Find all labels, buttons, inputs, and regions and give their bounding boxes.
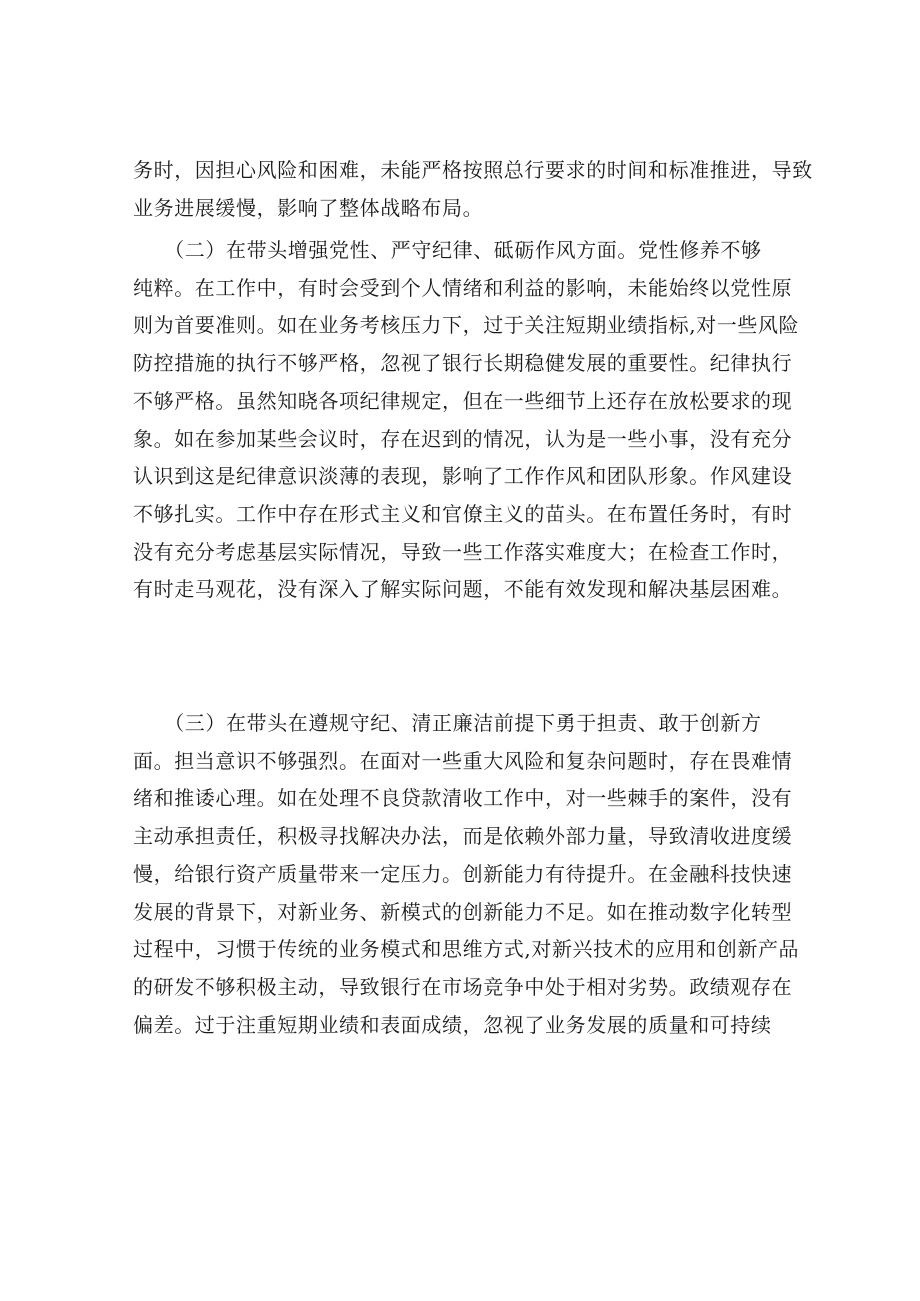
text-line: 象。如在参加某些会议时，存在迟到的情况，认为是一些小事，没有充分 [133, 426, 793, 451]
text-line: 过程中，习惯于传统的业务模式和思维方式,对新兴技术的应用和创新产品 [133, 937, 800, 962]
text-line: 认识到这是纪律意识淡薄的表现，影响了工作作风和团队形象。作风建设 [133, 464, 793, 489]
paragraph-section-three [133, 705, 800, 1044]
text-line: 慢，给银行资产质量带来一定压力。创新能力有待提升。在金融科技快速 [133, 861, 793, 886]
text-line: 有时走马观花，没有深入了解实际问题，不能有效发现和解决基层困难。 [133, 577, 793, 602]
text-line: 不够严格。虽然知晓各项纪律规定，但在一些细节上还存在放松要求的现 [133, 388, 793, 413]
text-line: 的研发不够积极主动，导致银行在市场竞争中处于相对劣势。政绩观存在 [133, 974, 793, 999]
paragraph-section-two [133, 232, 800, 609]
text-line: 偏差。过于注重短期业绩和表面成绩，忽视了业务发展的质量和可持续 [133, 1012, 772, 1037]
text-line: 绪和推诿心理。如在处理不良贷款清收工作中，对一些棘手的案件，没有 [133, 786, 793, 811]
text-line: 发展的背景下，对新业务、新模式的创新能力不足。如在推动数字化转型 [133, 899, 793, 924]
text-line: 主动承担责任，积极寻找解决办法，而是依赖外部力量，导致清收进度缓 [133, 824, 793, 849]
text-line: 务时，因担心风险和困难，未能严格按照总行要求的时间和标准推进，导致 [133, 158, 813, 182]
text-line: 纯粹。在工作中，有时会受到个人情绪和利益的影响，未能始终以党性原 [133, 275, 793, 300]
text-line: 业务进展缓慢，影响了整体战略布局。 [133, 195, 484, 220]
text-line: （二）在带头增强党性、严守纪律、砥砺作风方面。党性修养不够 [133, 238, 762, 262]
text-line: 则为首要准则。如在业务考核压力下，过于关注短期业绩指标,对一些风险 [133, 313, 800, 338]
paragraph-continuation [133, 152, 813, 227]
text-line: （三）在带头在遵规守纪、清正廉洁前提下勇于担责、敢于创新方 [133, 711, 762, 735]
text-line: 防控措施的执行不够严格，忽视了银行长期稳健发展的重要性。纪律执行 [133, 351, 793, 376]
text-line: 面。担当意识不够强烈。在面对一些重大风险和复杂问题时，存在畏难情 [133, 748, 793, 773]
text-line: 不够扎实。工作中存在形式主义和官僚主义的苗头。在布置任务时，有时 [133, 501, 793, 526]
text-line: 没有充分考虑基层实际情况，导致一些工作落实难度大；在检查工作时， [133, 539, 793, 564]
